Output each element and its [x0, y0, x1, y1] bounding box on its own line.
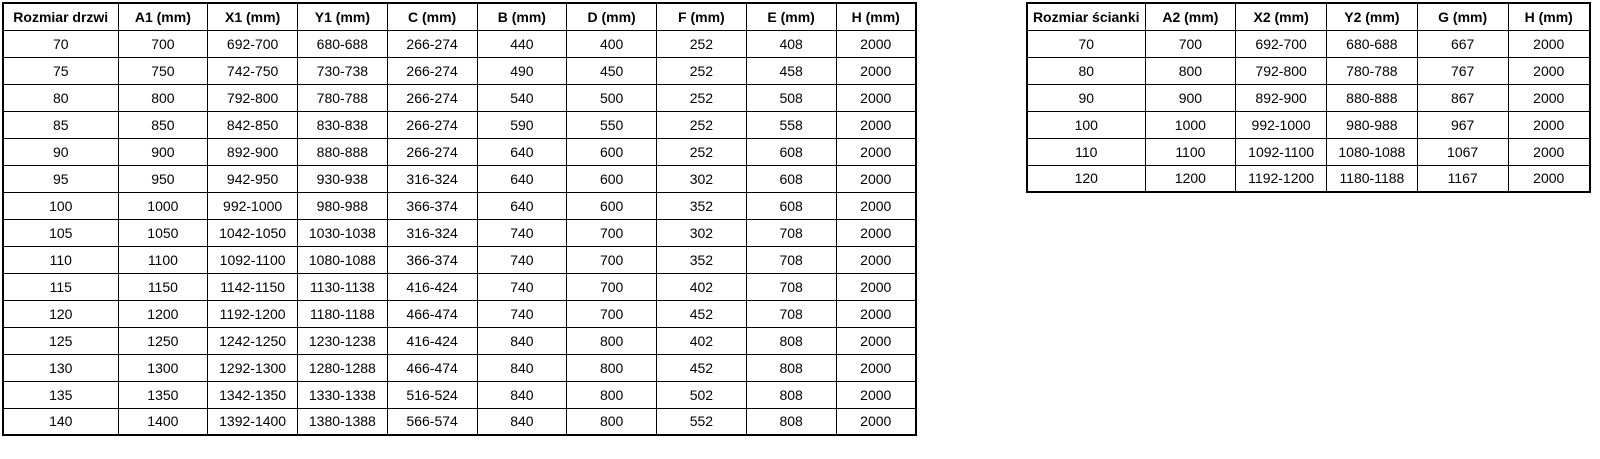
- table-cell: 1050: [118, 219, 208, 246]
- table-cell: 500: [567, 84, 657, 111]
- table-cell: 2000: [1508, 138, 1590, 165]
- table-cell: 692-700: [1236, 30, 1327, 57]
- table-cell: 115: [3, 273, 118, 300]
- table-cell: 792-800: [208, 84, 298, 111]
- table-cell: 767: [1417, 57, 1508, 84]
- table-cell: 740: [477, 273, 567, 300]
- table-cell: 2000: [836, 300, 916, 327]
- table-cell: 1000: [118, 192, 208, 219]
- table-cell: 135: [3, 381, 118, 408]
- table-cell: 792-800: [1236, 57, 1327, 84]
- table-cell: 867: [1417, 84, 1508, 111]
- table-cell: 1392-1400: [208, 408, 298, 435]
- table-cell: 558: [746, 111, 836, 138]
- table-row: [3, 84, 916, 111]
- table-cell: 452: [657, 300, 747, 327]
- table-cell: 800: [118, 84, 208, 111]
- table-cell: 110: [3, 246, 118, 273]
- table-cell: 608: [746, 192, 836, 219]
- table-cell: 366-374: [387, 192, 477, 219]
- table-cell: 892-900: [1236, 84, 1327, 111]
- table-cell: 1242-1250: [208, 327, 298, 354]
- table-cell: 1042-1050: [208, 219, 298, 246]
- table-cell: 740: [477, 219, 567, 246]
- column-header: F (mm): [657, 3, 747, 30]
- table-cell: 70: [1027, 30, 1145, 57]
- table-cell: 2000: [836, 408, 916, 435]
- table-cell: 600: [567, 192, 657, 219]
- table-cell: 266-274: [387, 57, 477, 84]
- table-cell: 1080-1088: [1327, 138, 1418, 165]
- table-cell: 930-938: [298, 165, 388, 192]
- table-cell: 2000: [836, 192, 916, 219]
- table-cell: 590: [477, 111, 567, 138]
- table-cell: 440: [477, 30, 567, 57]
- table-cell: 252: [657, 138, 747, 165]
- table-cell: 1250: [118, 327, 208, 354]
- table-cell: 352: [657, 246, 747, 273]
- table-cell: 608: [746, 138, 836, 165]
- column-header: C (mm): [387, 3, 477, 30]
- table-row: [3, 300, 916, 327]
- table-cell: 708: [746, 300, 836, 327]
- door-sizes-table-container: [2, 2, 917, 436]
- table-cell: 458: [746, 57, 836, 84]
- table-cell: 266-274: [387, 30, 477, 57]
- table-cell: 1192-1200: [1236, 165, 1327, 192]
- column-header: D (mm): [567, 3, 657, 30]
- table-cell: 640: [477, 165, 567, 192]
- table-cell: 842-850: [208, 111, 298, 138]
- table-cell: 140: [3, 408, 118, 435]
- table-row: [1027, 84, 1590, 111]
- table-cell: 2000: [836, 381, 916, 408]
- table-cell: 840: [477, 408, 567, 435]
- table-cell: 700: [567, 246, 657, 273]
- table-cell: 416-424: [387, 273, 477, 300]
- table-cell: 105: [3, 219, 118, 246]
- table-cell: 100: [1027, 111, 1145, 138]
- table-cell: 1350: [118, 381, 208, 408]
- column-header: Rozmiar ścianki: [1027, 3, 1145, 30]
- table-row: [3, 138, 916, 165]
- table-cell: 900: [1145, 84, 1236, 111]
- wall-sizes-table-header: [1027, 3, 1590, 30]
- table-cell: 2000: [1508, 165, 1590, 192]
- table-row: [1027, 57, 1590, 84]
- table-cell: 700: [118, 30, 208, 57]
- table-row: [3, 192, 916, 219]
- table-cell: 640: [477, 192, 567, 219]
- table-row: [3, 354, 916, 381]
- table-row: [1027, 30, 1590, 57]
- column-header: G (mm): [1417, 3, 1508, 30]
- table-cell: 1092-1100: [208, 246, 298, 273]
- table-cell: 90: [1027, 84, 1145, 111]
- table-cell: 2000: [836, 165, 916, 192]
- door-sizes-table-body: [3, 30, 916, 435]
- table-cell: 808: [746, 408, 836, 435]
- table-cell: 808: [746, 327, 836, 354]
- table-cell: 1080-1088: [298, 246, 388, 273]
- table-cell: 830-838: [298, 111, 388, 138]
- table-cell: 266-274: [387, 84, 477, 111]
- table-cell: 450: [567, 57, 657, 84]
- table-cell: 110: [1027, 138, 1145, 165]
- table-cell: 80: [1027, 57, 1145, 84]
- table-cell: 2000: [836, 273, 916, 300]
- table-cell: 808: [746, 354, 836, 381]
- table-cell: 352: [657, 192, 747, 219]
- table-cell: 266-274: [387, 111, 477, 138]
- table-row: [3, 165, 916, 192]
- table-row: [1027, 165, 1590, 192]
- table-cell: 95: [3, 165, 118, 192]
- table-cell: 708: [746, 219, 836, 246]
- table-cell: 2000: [836, 138, 916, 165]
- table-cell: 1100: [118, 246, 208, 273]
- table-cell: 800: [567, 408, 657, 435]
- table-cell: 808: [746, 381, 836, 408]
- table-cell: 708: [746, 246, 836, 273]
- table-cell: 950: [118, 165, 208, 192]
- table-row: [3, 57, 916, 84]
- table-cell: 400: [567, 30, 657, 57]
- table-cell: 252: [657, 30, 747, 57]
- table-cell: 2000: [1508, 111, 1590, 138]
- table-cell: 880-888: [1327, 84, 1418, 111]
- table-row: [1027, 138, 1590, 165]
- table-row: [3, 219, 916, 246]
- column-header: X2 (mm): [1236, 3, 1327, 30]
- table-cell: 1280-1288: [298, 354, 388, 381]
- table-cell: 1292-1300: [208, 354, 298, 381]
- table-cell: 550: [567, 111, 657, 138]
- table-cell: 800: [567, 354, 657, 381]
- table-cell: 800: [567, 327, 657, 354]
- table-row: [3, 30, 916, 57]
- table-cell: 2000: [836, 327, 916, 354]
- table-cell: 466-474: [387, 354, 477, 381]
- table-cell: 1330-1338: [298, 381, 388, 408]
- table-cell: 700: [567, 273, 657, 300]
- table-cell: 1400: [118, 408, 208, 435]
- table-cell: 416-424: [387, 327, 477, 354]
- table-cell: 2000: [1508, 84, 1590, 111]
- table-cell: 402: [657, 327, 747, 354]
- table-cell: 2000: [836, 246, 916, 273]
- table-row: [3, 111, 916, 138]
- table-cell: 2000: [836, 57, 916, 84]
- table-cell: 700: [1145, 30, 1236, 57]
- table-cell: 667: [1417, 30, 1508, 57]
- table-cell: 900: [118, 138, 208, 165]
- table-cell: 1380-1388: [298, 408, 388, 435]
- table-cell: 800: [1145, 57, 1236, 84]
- table-cell: 1142-1150: [208, 273, 298, 300]
- table-cell: 600: [567, 138, 657, 165]
- table-row: [1027, 111, 1590, 138]
- table-cell: 967: [1417, 111, 1508, 138]
- table-cell: 992-1000: [208, 192, 298, 219]
- table-cell: 2000: [836, 84, 916, 111]
- table-cell: 740: [477, 300, 567, 327]
- table-cell: 840: [477, 354, 567, 381]
- column-header: Y2 (mm): [1327, 3, 1418, 30]
- table-cell: 2000: [836, 219, 916, 246]
- table-cell: 840: [477, 327, 567, 354]
- header-row: [1027, 3, 1590, 30]
- table-cell: 316-324: [387, 165, 477, 192]
- table-cell: 840: [477, 381, 567, 408]
- table-cell: 366-374: [387, 246, 477, 273]
- table-cell: 552: [657, 408, 747, 435]
- table-cell: 980-988: [1327, 111, 1418, 138]
- table-cell: 892-900: [208, 138, 298, 165]
- table-cell: 942-950: [208, 165, 298, 192]
- table-cell: 70: [3, 30, 118, 57]
- table-row: [3, 246, 916, 273]
- wall-sizes-table-body: [1027, 30, 1590, 192]
- table-cell: 800: [567, 381, 657, 408]
- table-cell: 780-788: [298, 84, 388, 111]
- column-header: B (mm): [477, 3, 567, 30]
- table-cell: 402: [657, 273, 747, 300]
- table-cell: 1192-1200: [208, 300, 298, 327]
- header-row: [3, 3, 916, 30]
- table-cell: 742-750: [208, 57, 298, 84]
- table-cell: 302: [657, 219, 747, 246]
- table-cell: 452: [657, 354, 747, 381]
- table-cell: 1180-1188: [1327, 165, 1418, 192]
- table-cell: 750: [118, 57, 208, 84]
- table-cell: 1230-1238: [298, 327, 388, 354]
- table-cell: 130: [3, 354, 118, 381]
- table-cell: 502: [657, 381, 747, 408]
- door-sizes-table-header: [3, 3, 916, 30]
- table-cell: 266-274: [387, 138, 477, 165]
- table-cell: 516-524: [387, 381, 477, 408]
- table-cell: 1200: [118, 300, 208, 327]
- table-cell: 120: [3, 300, 118, 327]
- table-cell: 1030-1038: [298, 219, 388, 246]
- table-cell: 408: [746, 30, 836, 57]
- column-header: A2 (mm): [1145, 3, 1236, 30]
- table-cell: 2000: [836, 30, 916, 57]
- table-cell: 125: [3, 327, 118, 354]
- table-cell: 252: [657, 84, 747, 111]
- table-cell: 780-788: [1327, 57, 1418, 84]
- table-cell: 740: [477, 246, 567, 273]
- column-header: A1 (mm): [118, 3, 208, 30]
- table-cell: 252: [657, 111, 747, 138]
- table-cell: 880-888: [298, 138, 388, 165]
- table-cell: 508: [746, 84, 836, 111]
- table-cell: 850: [118, 111, 208, 138]
- table-cell: 1092-1100: [1236, 138, 1327, 165]
- table-cell: 680-688: [1327, 30, 1418, 57]
- table-cell: 992-1000: [1236, 111, 1327, 138]
- table-row: [3, 381, 916, 408]
- table-cell: 1067: [1417, 138, 1508, 165]
- table-row: [3, 273, 916, 300]
- table-cell: 85: [3, 111, 118, 138]
- column-header: H (mm): [836, 3, 916, 30]
- column-header: E (mm): [746, 3, 836, 30]
- table-cell: 1300: [118, 354, 208, 381]
- table-cell: 80: [3, 84, 118, 111]
- table-cell: 1130-1138: [298, 273, 388, 300]
- table-cell: 466-474: [387, 300, 477, 327]
- table-cell: 1000: [1145, 111, 1236, 138]
- table-cell: 90: [3, 138, 118, 165]
- column-header: X1 (mm): [208, 3, 298, 30]
- table-cell: 1180-1188: [298, 300, 388, 327]
- table-row: [3, 408, 916, 435]
- column-header: H (mm): [1508, 3, 1590, 30]
- table-cell: 608: [746, 165, 836, 192]
- table-cell: 2000: [836, 354, 916, 381]
- wall-sizes-table: [1026, 2, 1591, 193]
- table-cell: 252: [657, 57, 747, 84]
- table-cell: 2000: [1508, 57, 1590, 84]
- column-header: Rozmiar drzwi: [3, 3, 118, 30]
- table-cell: 2000: [1508, 30, 1590, 57]
- column-header: Y1 (mm): [298, 3, 388, 30]
- table-cell: 708: [746, 273, 836, 300]
- table-cell: 1342-1350: [208, 381, 298, 408]
- table-cell: 700: [567, 219, 657, 246]
- table-cell: 692-700: [208, 30, 298, 57]
- table-cell: 1167: [1417, 165, 1508, 192]
- table-cell: 1100: [1145, 138, 1236, 165]
- table-cell: 2000: [836, 111, 916, 138]
- table-cell: 1200: [1145, 165, 1236, 192]
- table-cell: 302: [657, 165, 747, 192]
- table-cell: 730-738: [298, 57, 388, 84]
- wall-sizes-table-container: [1026, 2, 1591, 193]
- table-cell: 680-688: [298, 30, 388, 57]
- table-cell: 700: [567, 300, 657, 327]
- table-cell: 1150: [118, 273, 208, 300]
- table-cell: 316-324: [387, 219, 477, 246]
- table-cell: 540: [477, 84, 567, 111]
- table-cell: 980-988: [298, 192, 388, 219]
- table-cell: 640: [477, 138, 567, 165]
- table-cell: 120: [1027, 165, 1145, 192]
- table-cell: 75: [3, 57, 118, 84]
- table-cell: 600: [567, 165, 657, 192]
- table-row: [3, 327, 916, 354]
- table-cell: 566-574: [387, 408, 477, 435]
- door-sizes-table: [2, 2, 917, 436]
- table-cell: 100: [3, 192, 118, 219]
- table-cell: 490: [477, 57, 567, 84]
